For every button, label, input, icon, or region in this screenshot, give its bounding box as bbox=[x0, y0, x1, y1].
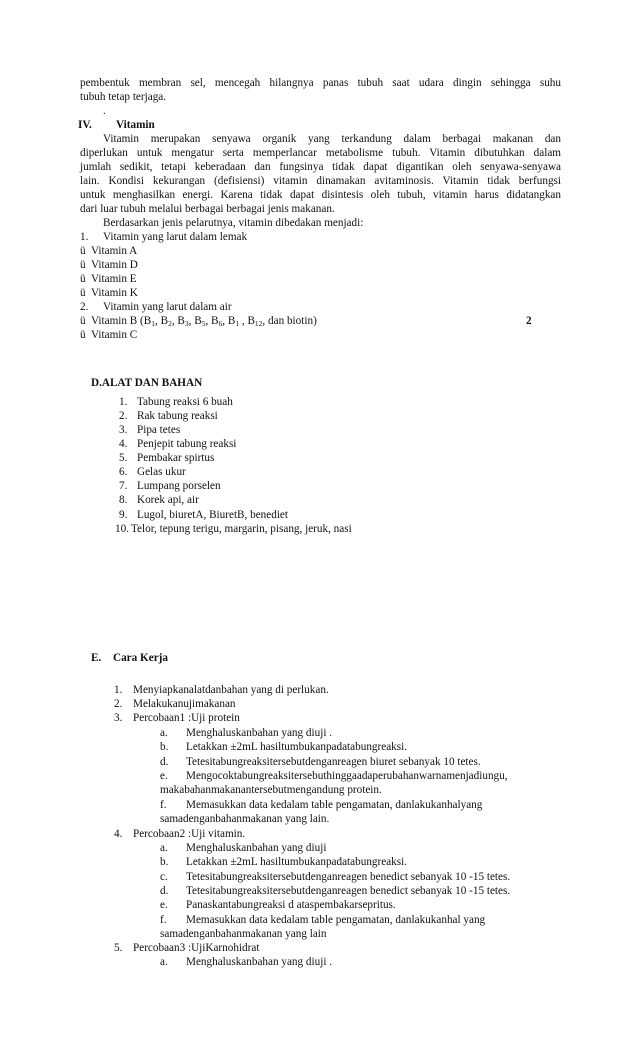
list-item: Percobaan3 :UjiKarnohidrat bbox=[133, 942, 260, 954]
sub-letter: e. bbox=[160, 899, 168, 912]
sub-item: Mengocoktabungreaksitersebuthinggaadaperubahanwarnamenjadiungu, bbox=[186, 769, 508, 782]
list-item: Rak tabung reaksi bbox=[137, 410, 218, 422]
list-item: Vitamin C bbox=[91, 329, 138, 341]
list-item: Vitamin D bbox=[91, 259, 138, 271]
paragraph-line: lain. Kondisi kekurangan (defisiensi) vitamin dinamakan avitaminosis. Vitamin tidak berfungsi bbox=[80, 175, 561, 187]
bullet-icon: ü bbox=[80, 245, 86, 257]
paragraph-line: dari luar tubuh melalui berbagai berbagai jenis makanan. bbox=[80, 203, 335, 215]
list-item: Pembakar spirtus bbox=[137, 452, 215, 464]
bullet-icon: ü bbox=[80, 287, 86, 299]
list-number: 1. bbox=[80, 231, 89, 243]
bullet-icon: ü bbox=[80, 259, 86, 271]
sub-item: Menghaluskanbahan yang diuji bbox=[186, 842, 327, 854]
list-item: Vitamin K bbox=[91, 287, 138, 299]
list-item: Lumpang porselen bbox=[137, 480, 221, 492]
sub-letter: d. bbox=[160, 755, 169, 768]
list-number: 3. bbox=[119, 424, 128, 436]
paragraph-line: jumlah sedikit, tetapi keberadaan dan fungsinya tidak dapat digantikan oleh senyawa-senyawa bbox=[80, 161, 561, 173]
page-marker: 2 bbox=[526, 315, 532, 327]
list-item: Menyiapkanalatdanbahan yang di perlukan. bbox=[133, 684, 329, 696]
list-number: 1. bbox=[114, 684, 123, 696]
list-item: Melakukanujimakanan bbox=[133, 698, 236, 710]
sub-item: Panaskantabungreaksi d ataspembakarsepritus. bbox=[186, 899, 396, 912]
sub-item: Letakkan ±2mL hasiltumbukanpadatabungreaksi. bbox=[186, 856, 408, 869]
list-number: 5. bbox=[119, 452, 128, 464]
list-heading: Vitamin yang larut dalam lemak bbox=[103, 231, 248, 243]
paragraph-line: untuk menghasilkan energi. Karena tidak dapat disintesis oleh tubuh, vitamin harus didatangkan bbox=[80, 189, 561, 201]
section-letter: E. bbox=[91, 652, 102, 664]
list-number: 9. bbox=[119, 509, 128, 521]
list-number: 8. bbox=[119, 494, 128, 506]
list-number: 2. bbox=[80, 301, 89, 313]
sub-letter: f. bbox=[160, 913, 167, 926]
bullet-icon: ü bbox=[80, 273, 86, 285]
sub-letter: a. bbox=[160, 727, 168, 739]
list-item: Lugol, biuretA, BiuretB, benediet bbox=[137, 509, 288, 521]
list-item: Percobaan1 :Uji protein bbox=[133, 712, 240, 724]
list-item: Vitamin A bbox=[91, 245, 138, 257]
list-number: 10. bbox=[115, 523, 129, 535]
sub-letter: c. bbox=[160, 870, 168, 883]
list-number: 2. bbox=[119, 410, 128, 422]
sub-letter: e. bbox=[160, 769, 168, 782]
list-number: 3. bbox=[114, 712, 123, 724]
sub-item: samadenganbahanmakanan yang lain. bbox=[160, 812, 330, 825]
bullet-icon: ü bbox=[80, 315, 86, 327]
list-number: 7. bbox=[119, 480, 128, 492]
sub-item: Menghaluskanbahan yang diuji . bbox=[186, 727, 333, 739]
section-title: D.ALAT DAN BAHAN bbox=[91, 377, 203, 389]
list-item: Vitamin E bbox=[91, 273, 137, 285]
list-item: Percobaan2 :Uji vitamin. bbox=[133, 828, 246, 840]
list-item: Pipa tetes bbox=[137, 424, 181, 436]
sub-item: Tetesitabungreaksitersebutdenganreagen benedict sebanyak 10 -15 tetes. bbox=[186, 884, 511, 897]
list-number: 1. bbox=[119, 396, 128, 408]
list-number: 5. bbox=[114, 942, 123, 954]
sub-letter: f. bbox=[160, 798, 167, 811]
paragraph-line: Berdasarkan jenis pelarutnya, vitamin dibedakan menjadi: bbox=[103, 217, 364, 229]
sub-letter: a. bbox=[160, 842, 168, 854]
list-item: Korek api, air bbox=[137, 494, 199, 506]
sub-letter: b. bbox=[160, 741, 169, 754]
section-number: IV. bbox=[78, 119, 92, 131]
sub-item: samadenganbahanmakanan yang lain bbox=[160, 927, 327, 940]
sub-item: Letakkan ±2mL hasiltumbukanpadatabungreaksi. bbox=[186, 741, 408, 754]
section-title: Cara Kerja bbox=[113, 652, 168, 664]
sub-item: Memasukkan data kedalam table pengamatan, danlakukanhalyang bbox=[186, 798, 483, 811]
sub-letter: a. bbox=[160, 956, 168, 968]
intro-line: pembentuk membran sel, mencegah hilangnya panas tubuh saat udara dingin sehingga suhu bbox=[80, 77, 561, 89]
list-item: Telor, tepung terigu, margarin, pisang, jeruk, nasi bbox=[131, 523, 352, 535]
intro-dot: . bbox=[103, 105, 106, 117]
sub-item: Memasukkan data kedalam table pengamatan, danlakukanhal yang bbox=[186, 913, 486, 926]
sub-item: Menghaluskanbahan yang diuji . bbox=[186, 956, 333, 968]
sub-letter: d. bbox=[160, 884, 169, 897]
paragraph-line: diperlukan untuk mengatur serta memperlancar metabolisme tubuh. Vitamin dibutuhkan dalam bbox=[80, 147, 561, 159]
list-number: 4. bbox=[114, 828, 123, 840]
intro-line: tubuh tetap terjaga. bbox=[80, 91, 167, 103]
list-number: 4. bbox=[119, 438, 128, 450]
sub-item: Tetesitabungreaksitersebutdenganreagen biuret sebanyak 10 tetes. bbox=[186, 755, 481, 768]
sub-letter: b. bbox=[160, 856, 169, 869]
bullet-icon: ü bbox=[80, 329, 86, 341]
sub-item: Tetesitabungreaksitersebutdenganreagen benedict sebanyak 10 -15 tetes. bbox=[186, 870, 511, 883]
list-item-vitamin-b: Vitamin B ($B_1$, $B_2$, $B_3$, $B_5$, $B_6$, $B_1$ , $B_{12}$, dan biotin) bbox=[91, 315, 317, 328]
list-item: Penjepit tabung reaksi bbox=[137, 438, 237, 450]
section-title: Vitamin bbox=[116, 119, 155, 131]
list-number: 2. bbox=[114, 698, 123, 710]
paragraph-line: Vitamin merupakan senyawa organik yang terkandung dalam berbagai makanan dan bbox=[103, 133, 561, 145]
sub-item: makabahanmakanantersebutmengandung protein. bbox=[160, 784, 382, 797]
list-heading: Vitamin yang larut dalam air bbox=[103, 301, 232, 313]
list-number: 6. bbox=[119, 466, 128, 478]
list-item: Gelas ukur bbox=[137, 466, 186, 478]
list-item: Tabung reaksi 6 buah bbox=[137, 396, 233, 408]
